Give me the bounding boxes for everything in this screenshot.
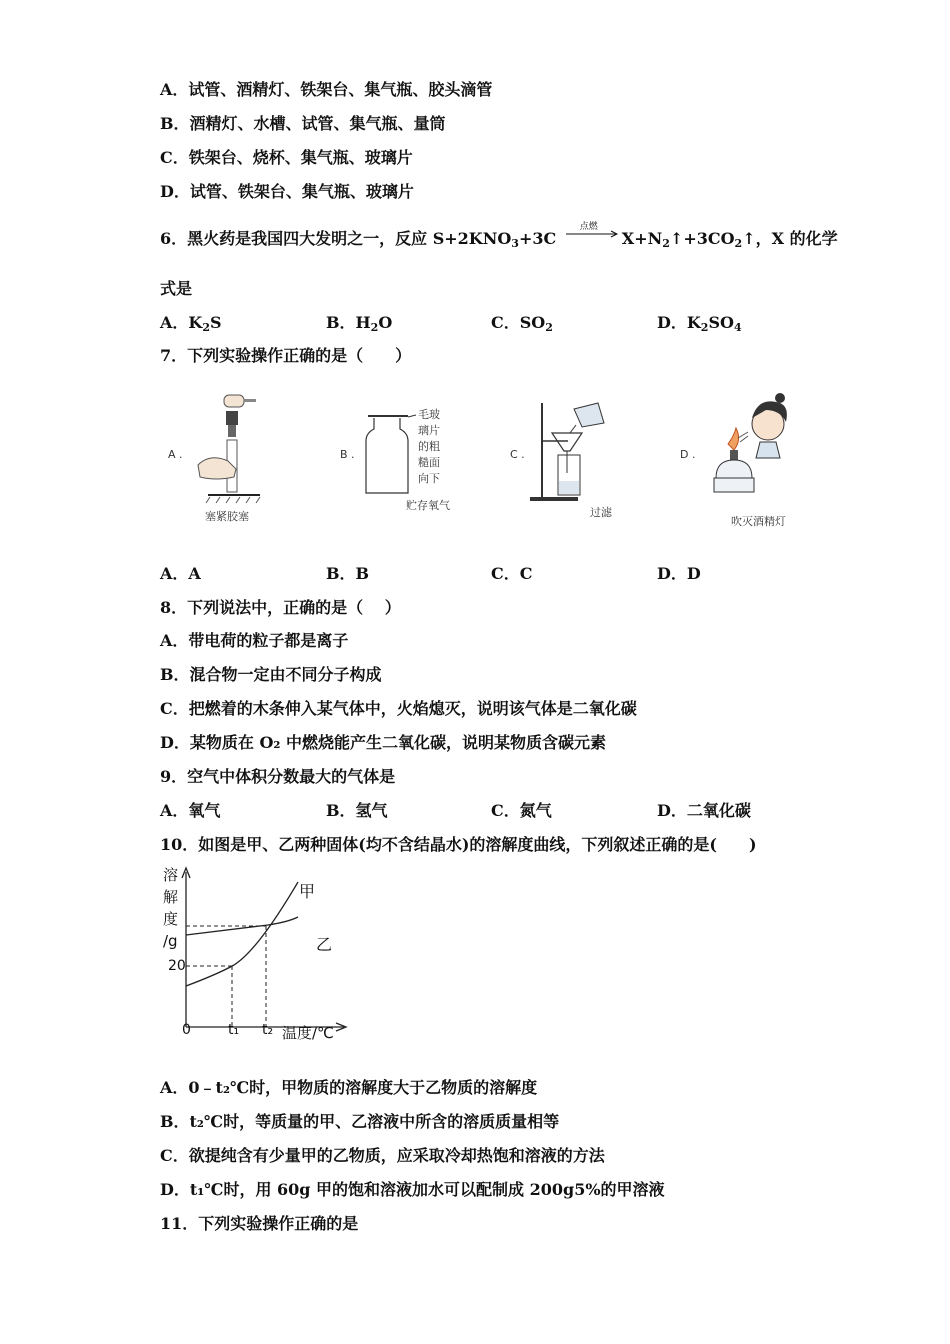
- q7-figure-c-caption: 过滤: [590, 506, 612, 519]
- q7-option-a: A．A: [160, 564, 201, 583]
- q10-option-c: C．欲提纯含有少量甲的乙物质，应采取冷却热饱和溶液的方法: [160, 1146, 605, 1165]
- q10-option-a: A．0﹣t₂℃时，甲物质的溶解度大于乙物质的溶解度: [160, 1078, 538, 1097]
- q10-xlabel: 温度/℃: [282, 1024, 334, 1042]
- alcohol-lamp-blowing-icon: [676, 388, 806, 528]
- q9-option-a: A．氧气: [160, 801, 221, 820]
- q10-y20: 20: [168, 958, 186, 974]
- q6-sub-3: 3: [511, 237, 519, 250]
- q6-sub-2a: 2: [662, 237, 670, 250]
- q10-ylabel: 溶 解 度 /g: [163, 866, 179, 950]
- q7-option-b: B．B: [326, 564, 370, 583]
- q5-option-d: D．试管、铁架台、集气瓶、玻璃片: [160, 182, 414, 201]
- q6-after3: +3C: [518, 229, 557, 248]
- q6-sub-2b: 2: [734, 237, 743, 250]
- q8-option-c: C．把燃着的木条伸入某气体中，火焰熄灭，说明该气体是二氧化碳: [160, 699, 637, 718]
- q7-option-c: C．C: [491, 564, 533, 583]
- q10-option-b: B．t₂℃时，等质量的甲、乙溶液中所含的溶质质量相等: [160, 1112, 560, 1131]
- q7-figure-b-letter: B .: [340, 448, 355, 461]
- q6-tail: ↑，X 的化学: [742, 229, 838, 248]
- q7-figure-b-caption: 贮存氧气: [406, 499, 450, 512]
- q6-stem-line2: 式是: [160, 279, 193, 298]
- q8-stem: 8．下列说法中，正确的是（ ）: [160, 598, 401, 617]
- q7-figure-d: [676, 388, 806, 528]
- q5-option-a: A．试管、酒精灯、铁架台、集气瓶、胶头滴管: [160, 80, 493, 99]
- q9-option-d: D．二氧化碳: [657, 801, 751, 820]
- q6-option-a: A．$K_2S$: [160, 313, 222, 334]
- q10-solubility-graph: [158, 862, 348, 1047]
- q7-figure-a-caption: 塞紧胶塞: [205, 510, 249, 523]
- q6-mid: ↑+3CO: [669, 229, 735, 248]
- q10-t2: t₂: [262, 1022, 274, 1038]
- q7-figure-c-letter: C .: [510, 448, 525, 461]
- q7-figure-d-letter: D .: [680, 448, 696, 461]
- q11-stem: 11．下列实验操作正确的是: [160, 1214, 359, 1233]
- q6-product: X+N: [621, 229, 663, 248]
- q7-figure-b: [338, 405, 468, 515]
- q9-option-b: B．氢气: [326, 801, 388, 820]
- q7-figure-b-note: 毛玻 璃片 的粗 糙面 向下: [418, 408, 440, 485]
- q9-option-c: C．氮气: [491, 801, 552, 820]
- q10-t1: t₁: [228, 1022, 240, 1038]
- q10-curve-jia-label: 甲: [299, 882, 316, 901]
- q10-stem: 10．如图是甲、乙两种固体(均不含结晶水)的溶解度曲线，下列叙述正确的是( ): [160, 835, 757, 854]
- q6-option-c: C．$SO_2$: [491, 313, 553, 334]
- stopper-hand-icon: [160, 385, 270, 525]
- q5-option-c: C．铁架台、烧杯、集气瓶、玻璃片: [160, 148, 413, 167]
- q6-stem: [160, 221, 838, 250]
- q7-figure-d-caption: 吹灭酒精灯: [731, 515, 786, 528]
- q6-reaction-arrow: [564, 221, 620, 248]
- q7-stem: 7．下列实验操作正确的是（ ）: [160, 346, 412, 365]
- q10-curve-yi-label: 乙: [316, 935, 333, 954]
- q10-origin: 0: [182, 1022, 191, 1038]
- q10-option-d: D．t₁℃时，用 60g 甲的饱和溶液加水可以配制成 200g5%的甲溶液: [160, 1180, 665, 1199]
- q6-stem-start: 6．黑火药是我国四大发明之一，反应 S+2KNO: [160, 229, 512, 248]
- q6-arrow-label: 点燃: [579, 221, 598, 232]
- q7-figure-a-letter: A .: [168, 448, 183, 461]
- q8-option-d: D．某物质在 O₂ 中燃烧能产生二氧化碳，说明某物质含碳元素: [160, 733, 606, 752]
- q7-figure-c: [508, 393, 618, 523]
- arrow-icon: [564, 226, 620, 242]
- q7-figure-a: [160, 385, 270, 525]
- q6-option-b: B．$H_2O$: [326, 313, 393, 334]
- curve-jia: [186, 882, 298, 986]
- q9-stem: 9．空气中体积分数最大的气体是: [160, 767, 396, 786]
- q8-option-b: B．混合物一定由不同分子构成: [160, 665, 382, 684]
- q5-option-b: B．酒精灯、水槽、试管、集气瓶、量筒: [160, 114, 446, 133]
- q7-option-d: D．D: [657, 564, 701, 583]
- q8-option-a: A．带电荷的粒子都是离子: [160, 631, 349, 650]
- q6-option-d: D．$K_2SO_4$: [657, 313, 742, 334]
